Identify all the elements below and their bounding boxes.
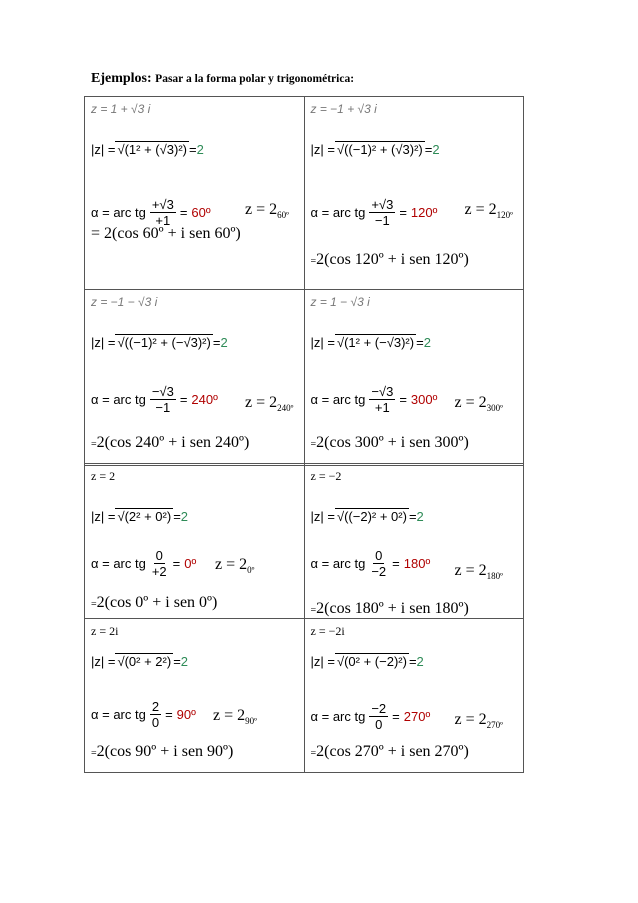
- modulus-label: |z| =: [91, 141, 116, 157]
- modulus-value: 2: [423, 334, 431, 350]
- equals-sign: =: [173, 508, 181, 524]
- example-cell: [85, 97, 305, 290]
- modulus-radicand: √(0² + 2²): [117, 654, 172, 669]
- polar-form: [455, 394, 503, 413]
- argument-label: α = arc tg: [310, 392, 366, 407]
- equals-sign: =: [212, 334, 221, 350]
- argument-label: α = arc tg: [91, 707, 146, 722]
- trig-equals: =: [310, 439, 317, 450]
- modulus-label: |z| =: [91, 508, 116, 524]
- modulus-radicand: √((−1)² + (−√3)²): [117, 335, 211, 350]
- example-cell: [85, 619, 305, 773]
- example-cell: [304, 290, 524, 466]
- argument-fraction: [369, 384, 395, 415]
- argument-fraction: [150, 197, 176, 228]
- polar-angle: 300º: [486, 403, 503, 414]
- polar-modulus: z = 2: [245, 201, 278, 218]
- example-cell: [304, 97, 524, 290]
- modulus-value: 2: [416, 653, 424, 669]
- argument-angle: 120º: [410, 205, 438, 220]
- modulus-value: 2: [416, 508, 424, 524]
- equals-sign: =: [173, 653, 181, 669]
- fraction-numerator: +√3: [151, 197, 174, 212]
- fraction-denominator: +1: [374, 400, 390, 415]
- complex-number: z = 1 + √3 i: [91, 102, 151, 116]
- polar-angle: 120º: [496, 210, 513, 221]
- modulus-label: |z| =: [91, 334, 116, 350]
- equals-sign: =: [424, 141, 433, 157]
- argument-angle: 270º: [403, 709, 431, 724]
- modulus-line: [91, 653, 188, 669]
- complex-number: z = −2: [310, 469, 342, 483]
- argument-angle: 240º: [191, 392, 218, 407]
- modulus-label: |z| =: [310, 334, 335, 350]
- complex-number: z = −2i: [310, 624, 345, 638]
- polar-form: [245, 201, 289, 220]
- trig-expression: 2(cos 270º + i sen 270º): [316, 743, 469, 760]
- polar-form: [455, 711, 503, 730]
- equals-sign: =: [408, 653, 417, 669]
- equals-sign: =: [189, 141, 197, 157]
- complex-number: z = −1 + √3 i: [310, 102, 377, 116]
- trigonometric-form: [91, 434, 249, 452]
- polar-modulus: z = 2: [245, 394, 278, 411]
- example-cell: [85, 290, 305, 466]
- polar-modulus: z = 2: [215, 556, 248, 573]
- trig-expression: 2(cos 120º + i sen 120º): [316, 251, 469, 268]
- complex-number: z = 2: [91, 469, 116, 483]
- modulus-radicand: √(2² + 0²): [117, 509, 172, 524]
- fraction-denominator: −1: [155, 400, 171, 415]
- modulus-value: 2: [196, 141, 204, 157]
- polar-modulus: z = 2: [454, 394, 487, 411]
- page-heading: [91, 71, 354, 87]
- trig-equals: =: [310, 256, 317, 267]
- argument-fraction: [150, 699, 161, 730]
- modulus-value: 2: [180, 508, 189, 524]
- trig-expression: 2(cos 240º + i sen 240º): [96, 434, 250, 451]
- polar-form: [455, 562, 503, 581]
- modulus-value: 2: [180, 653, 189, 669]
- fraction-denominator: +2: [151, 564, 167, 579]
- modulus-line: [91, 334, 228, 350]
- fraction-numerator: 2: [151, 699, 160, 714]
- polar-modulus: z = 2: [464, 201, 497, 218]
- polar-modulus: z = 2: [454, 711, 487, 728]
- trig-expression: 2(cos 180º + i sen 180º): [316, 600, 469, 617]
- examples-table-top: [84, 96, 524, 466]
- trigonometric-form: [311, 743, 469, 761]
- fraction-denominator: 0: [151, 715, 160, 730]
- argument-fraction: [369, 197, 395, 228]
- trig-expression: 2(cos 0º + i sen 0º): [96, 594, 218, 611]
- modulus-radicand: √(1² + (√3)²): [117, 142, 187, 157]
- polar-angle: 270º: [486, 720, 503, 731]
- modulus-label: |z| =: [310, 508, 335, 524]
- modulus-line: [311, 508, 424, 524]
- modulus-line: [91, 508, 188, 524]
- modulus-label: |z| =: [310, 653, 335, 669]
- argument-angle: 300º: [410, 392, 438, 407]
- complex-number: z = 2i: [91, 624, 119, 638]
- trigonometric-form: [311, 251, 469, 269]
- modulus-line: [311, 141, 440, 157]
- argument-fraction: [369, 701, 388, 732]
- argument-label: α = arc tg: [310, 709, 366, 724]
- complex-number: z = 1 − √3 i: [310, 295, 370, 309]
- argument-fraction: [150, 548, 169, 579]
- argument-label: α = arc tg: [310, 205, 366, 220]
- equals-sign: =: [172, 556, 181, 571]
- argument-angle: 0º: [184, 556, 197, 571]
- equals-sign: =: [165, 707, 173, 722]
- examples-table-bottom: [84, 463, 524, 773]
- trig-equals: =: [91, 439, 97, 450]
- argument-label: α = arc tg: [310, 556, 366, 571]
- argument-line: [311, 197, 438, 228]
- trig-expression: 2(cos 300º + i sen 300º): [316, 434, 469, 451]
- fraction-numerator: −√3: [151, 384, 174, 399]
- trig-equals: =: [310, 748, 317, 759]
- argument-angle: 180º: [403, 556, 431, 571]
- fraction-denominator: 0: [375, 717, 383, 732]
- modulus-radicand: √(0² + (−2)²): [336, 654, 407, 669]
- argument-label: α = arc tg: [91, 205, 146, 220]
- trig-equals: =: [91, 748, 97, 759]
- example-cell: [304, 464, 524, 619]
- modulus-radicand: √((−2)² + 0²): [336, 509, 407, 524]
- equals-sign: =: [416, 334, 424, 350]
- argument-angle: 60º: [191, 205, 211, 220]
- argument-line: [91, 197, 211, 228]
- argument-line: [91, 384, 218, 415]
- modulus-radicand: √(1² + (−√3)²): [336, 335, 415, 350]
- trigonometric-form: [91, 594, 217, 612]
- equals-sign: =: [179, 205, 188, 220]
- polar-angle: 60º: [277, 210, 289, 221]
- modulus-value: 2: [432, 141, 440, 157]
- fraction-numerator: 0: [155, 548, 163, 563]
- argument-line: [311, 548, 431, 579]
- example-cell: [85, 464, 305, 619]
- polar-modulus: z = 2: [213, 707, 246, 724]
- modulus-line: [311, 653, 424, 669]
- equals-sign: =: [399, 205, 407, 220]
- fraction-numerator: +√3: [371, 197, 394, 212]
- fraction-denominator: +1: [155, 213, 171, 228]
- modulus-label: |z| =: [91, 653, 116, 669]
- modulus-label: |z| =: [310, 141, 335, 157]
- modulus-value: 2: [220, 334, 228, 350]
- trigonometric-form: [311, 434, 469, 452]
- complex-number: z = −1 − √3 i: [91, 295, 158, 309]
- argument-fraction: [150, 384, 176, 415]
- polar-angle: 0º: [247, 565, 255, 576]
- argument-line: [91, 699, 196, 730]
- trig-equals: =: [310, 605, 317, 616]
- heading-bold: Ejemplos:: [91, 71, 152, 86]
- argument-label: α = arc tg: [91, 556, 146, 571]
- polar-modulus: z = 2: [454, 562, 487, 579]
- modulus-line: [91, 141, 204, 157]
- trig-expression: = 2(cos 60º + i sen 60º): [91, 225, 241, 242]
- trig-equals: =: [91, 599, 97, 610]
- polar-angle: 90º: [245, 716, 257, 727]
- modulus-line: [311, 334, 431, 350]
- polar-form: [465, 201, 513, 220]
- trigonometric-form: [91, 225, 241, 243]
- argument-line: [311, 384, 438, 415]
- modulus-radicand: √((−1)² + (√3)²): [336, 142, 423, 157]
- fraction-denominator: −1: [374, 213, 390, 228]
- argument-angle: 90º: [176, 707, 196, 722]
- equals-sign: =: [392, 709, 400, 724]
- equals-sign: =: [399, 392, 407, 407]
- heading-subtitle: Pasar a la forma polar y trigonométrica:: [155, 73, 355, 85]
- trig-expression: 2(cos 90º + i sen 90º): [96, 743, 234, 760]
- equals-sign: =: [179, 392, 188, 407]
- polar-form: [213, 707, 257, 726]
- fraction-numerator: −2: [371, 701, 387, 716]
- polar-angle: 240º: [277, 403, 294, 414]
- fraction-numerator: 0: [375, 548, 383, 563]
- argument-line: [91, 548, 196, 579]
- polar-angle: 180º: [486, 571, 503, 582]
- equals-sign: =: [392, 556, 400, 571]
- equals-sign: =: [408, 508, 417, 524]
- fraction-numerator: −√3: [371, 384, 394, 399]
- polar-form: [215, 556, 254, 575]
- example-cell: [304, 619, 524, 773]
- trigonometric-form: [311, 600, 469, 618]
- polar-form: [245, 394, 293, 413]
- argument-label: α = arc tg: [91, 392, 146, 407]
- argument-line: [311, 701, 431, 732]
- fraction-denominator: −2: [371, 564, 387, 579]
- argument-fraction: [369, 548, 388, 579]
- trigonometric-form: [91, 743, 233, 761]
